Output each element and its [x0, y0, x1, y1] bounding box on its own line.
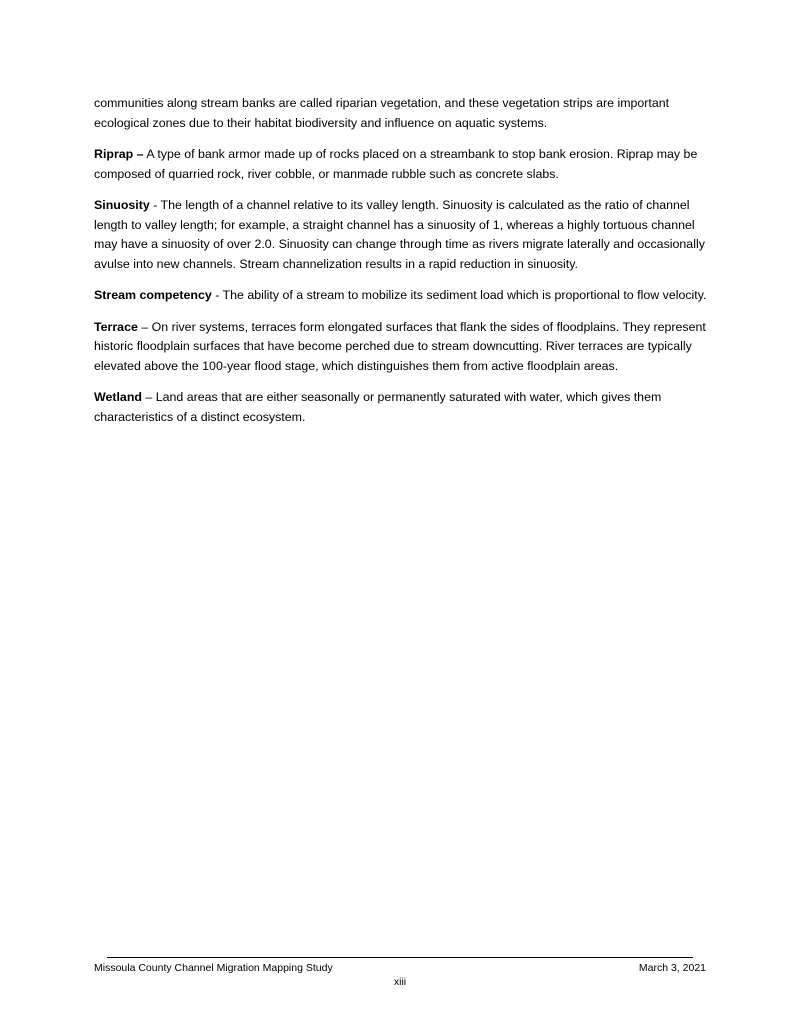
glossary-entry-riprap [94, 145, 710, 184]
glossary-definition: – On river systems, terraces form elongated surfaces that flank the sides of floodplains. They represent historic floodplain surfaces that have become perched due to stream downcutting. River terraces are typically elevated above the 100-year flood stage, which distinguishes them from active floodplain areas. [94, 319, 706, 373]
glossary-continuation-paragraph: communities along stream banks are called riparian vegetation, and these vegetation strips are important ecological zones due to their habitat biodiversity and influence on aquatic systems. [94, 96, 670, 130]
glossary-definition: - The ability of a stream to mobilize its sediment load which is proportional to flow velocity. [211, 288, 707, 302]
footer-divider [107, 957, 693, 958]
glossary-definition: A type of bank armor made up of rocks placed on a streambank to stop bank erosion. Riprap may be composed of quarried rock, river cobble, or manmade rubble such as concrete slabs. [94, 147, 698, 181]
glossary-body [94, 94, 710, 439]
glossary-definition: – Land areas that are either seasonally or permanently saturated with water, which gives them characteristics of a distinct ecosystem. [94, 390, 662, 424]
footer-date: March 3, 2021 [638, 962, 706, 974]
glossary-entry-terrace [94, 318, 710, 377]
glossary-entry-sinuosity [94, 196, 710, 274]
glossary-entry-wetland [94, 388, 710, 427]
page-number: xiii [393, 976, 407, 988]
glossary-term: Terrace [94, 319, 138, 334]
footer-document-title: Missoula County Channel Migration Mapping Study [94, 962, 333, 974]
glossary-term: Stream competency [94, 288, 212, 302]
glossary-definition: - The length of a channel relative to its valley length. Sinuosity is calculated as the ratio of channel length to valley length; for example, a straight channel has a sinuosity of 1, whereas a highly tortuous channel may have a sinuosity of over 2.0. Sinuosity can change through time as rivers migrate laterally and occasionally avulse into new channels. Stream channelization results in a rapid reduction in sinuosity. [94, 198, 705, 271]
glossary-term: Wetland [94, 390, 142, 404]
glossary-term: Sinuosity [94, 198, 150, 212]
glossary-entry-stream-competency [94, 286, 710, 306]
glossary-term: Riprap – [94, 147, 144, 161]
